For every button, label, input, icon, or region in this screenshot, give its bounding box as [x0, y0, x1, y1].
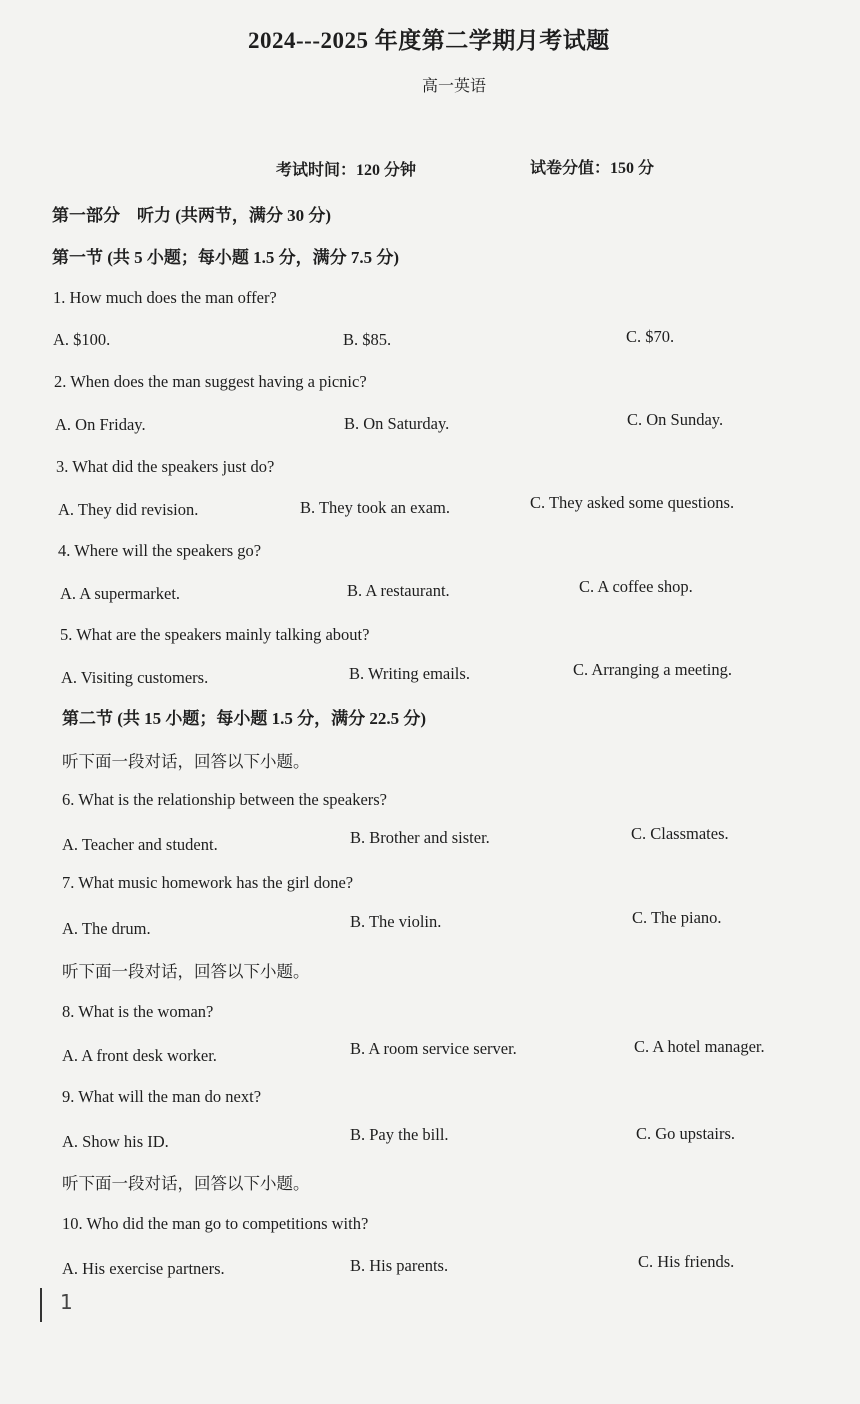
option-b: B. On Saturday. — [344, 414, 450, 433]
option-b: B. The violin. — [350, 912, 442, 931]
option-c: C. His friends. — [638, 1252, 735, 1271]
exam-score: 试卷分值：150 分 — [530, 160, 655, 177]
option-c: C. Classmates. — [631, 824, 729, 843]
option-b: B. $85. — [343, 330, 392, 349]
option-a: A. His exercise partners. — [62, 1259, 225, 1278]
option-a: A. A front desk worker. — [62, 1046, 217, 1065]
option-b: B. Brother and sister. — [350, 828, 490, 847]
option-b: B. Pay the bill. — [350, 1125, 449, 1144]
option-c: C. On Sunday. — [627, 410, 724, 429]
option-a: A. Show his ID. — [62, 1132, 169, 1151]
exam-title: 2024---2025 年度第二学期月考试题 — [248, 28, 610, 53]
option-c: C. A coffee shop. — [579, 577, 693, 596]
question-text: 4. Where will the speakers go? — [58, 541, 262, 560]
question-text: 3. What did the speakers just do? — [56, 457, 275, 476]
question-text: 10. Who did the man go to competitions with? — [62, 1214, 369, 1233]
option-a: A. A supermarket. — [60, 584, 181, 603]
option-b: B. A room service server. — [350, 1039, 517, 1058]
option-c: C. Go upstairs. — [636, 1124, 735, 1143]
part1-title: 第一部分 听力 (共两节，满分 30 分) — [52, 206, 332, 225]
section2-title: 第二节 (共 15 小题；每小题 1.5 分，满分 22.5 分) — [62, 709, 427, 728]
option-c: C. A hotel manager. — [634, 1037, 765, 1056]
page-number: 1 — [60, 1290, 73, 1314]
option-a: A. Teacher and student. — [62, 835, 218, 854]
exam-time: 考试时间：120 分钟 — [276, 162, 417, 179]
instruction-text: 听下面一段对话，回答以下小题。 — [62, 752, 310, 771]
question-text: 1. How much does the man offer? — [53, 288, 277, 307]
option-c: C. The piano. — [632, 908, 722, 927]
option-b: B. His parents. — [350, 1256, 449, 1275]
option-a: A. On Friday. — [55, 415, 146, 434]
option-a: A. $100. — [53, 330, 111, 349]
option-c: C. $70. — [626, 327, 675, 346]
section1-title: 第一节 (共 5 小题；每小题 1.5 分，满分 7.5 分) — [52, 248, 400, 267]
question-text: 2. When does the man suggest having a picnic? — [54, 372, 367, 391]
margin-bar — [40, 1288, 42, 1322]
question-text: 5. What are the speakers mainly talking about? — [60, 625, 370, 644]
option-a: A. Visiting customers. — [61, 668, 209, 687]
option-b: B. A restaurant. — [347, 581, 450, 600]
option-a: A. The drum. — [62, 919, 151, 938]
option-c: C. They asked some questions. — [530, 493, 735, 512]
option-b: B. They took an exam. — [300, 498, 450, 517]
option-b: B. Writing emails. — [349, 664, 470, 683]
question-text: 6. What is the relationship between the speakers? — [62, 790, 388, 809]
option-a: A. They did revision. — [58, 500, 199, 519]
instruction-text: 听下面一段对话，回答以下小题。 — [62, 962, 310, 981]
question-text: 9. What will the man do next? — [62, 1087, 262, 1106]
instruction-text: 听下面一段对话，回答以下小题。 — [62, 1174, 310, 1193]
question-text: 7. What music homework has the girl done? — [62, 873, 354, 892]
question-text: 8. What is the woman? — [62, 1002, 214, 1021]
exam-subject: 高一英语 — [422, 78, 487, 95]
option-c: C. Arranging a meeting. — [573, 660, 733, 679]
